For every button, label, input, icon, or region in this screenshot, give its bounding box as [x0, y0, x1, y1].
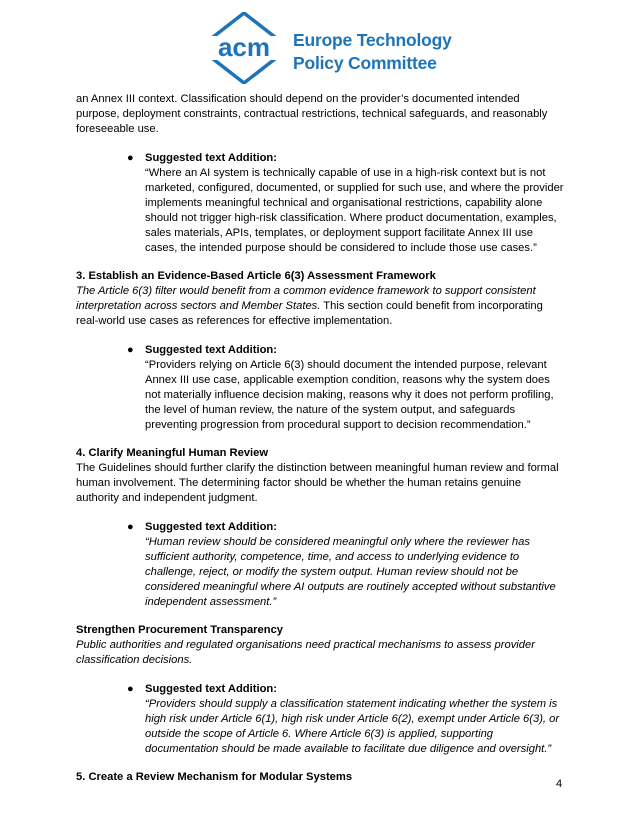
logo-line-2: Policy Committee [293, 53, 437, 73]
suggested-addition-1 [76, 151, 566, 256]
suggested-label: Suggested text Addition: [145, 344, 277, 356]
acm-europe-logo [198, 12, 452, 84]
section-3-text [76, 284, 566, 329]
section-4-text: The Guidelines should further clarify the distinction between meaningful human review and formal human involvement. The determining factor should be whether the human retains genuine authority and independent judgment. [76, 462, 559, 504]
section-3-italic: The Article 6(3) filter would benefit from a common evidence framework to support consistent interpretation across sectors and Member States. [76, 285, 536, 312]
bullet-icon: ● [127, 521, 134, 533]
suggested-text: “Where an AI system is technically capable of use in a high-risk context but is not marketed, configured, documented, or supplied for such use, and where the provider implements meaningful technical and organisational restrictions, capability alone should not trigger high-risk classification. Where product documentation, examples, sales materials, APIs, templates, or deployment support facilitate Annex III use cases, the intended purpose should be considered to include those use cases.” [145, 167, 564, 254]
section-5-heading: 5. Create a Review Mechanism for Modular Systems [76, 771, 353, 783]
suggested-addition-3 [76, 520, 566, 610]
page-number: 4 [556, 778, 563, 790]
acm-diamond-icon [198, 12, 290, 84]
suggested-addition-2 [76, 343, 566, 433]
intro-paragraph: an Annex III context. Classification should depend on the provider’s documented intended purpose, deployment constraints, contractual restrictions, technical safeguards, and reasonably foreseeable use. [76, 93, 548, 135]
section-3-normal: This section could benefit from incorporating real-world use cases as references for effective implementation. [76, 300, 543, 327]
document-body [76, 92, 566, 785]
logo-acronym: acm [217, 32, 271, 62]
section-3-heading: 3. Establish an Evidence-Based Article 6(3) Assessment Framework [76, 270, 436, 282]
suggested-text: “Human review should be considered meaningful only where the reviewer has sufficient authority, competence, time, and access to underlying evidence to challenge, reject, or modify the system output. Human review should not be considered meaningful where AI outputs are routinely accepted without substantive independent assessment.” [145, 536, 556, 608]
suggested-addition-4 [76, 682, 566, 757]
suggested-text: “Providers should supply a classification statement indicating whether the system is high risk under Article 6(1), high risk under Article 6(2), exempt under Article 6(3), or outside the scope of Article 6. Where Article 6(3) is applied, supporting documentation should be made available to facilitate due diligence and oversight.” [145, 698, 560, 755]
suggested-label: Suggested text Addition: [145, 521, 277, 533]
procurement-text: Public authorities and regulated organisations need practical mechanisms to assess provider classification decisions. [76, 639, 535, 666]
logo-line-1: Europe Technology [293, 30, 452, 50]
procurement-heading: Strengthen Procurement Transparency [76, 624, 284, 636]
bullet-icon: ● [127, 152, 134, 164]
suggested-text: “Providers relying on Article 6(3) should document the intended purpose, relevant Annex III use case, applicable exemption condition, reasons why the system does not materially influence decision making, reasons why it does not perform profiling, the level of human review, the nature of the system output, and safeguards preventing progression from procedural support to decision recommendation.” [145, 359, 554, 431]
suggested-label: Suggested text Addition: [145, 152, 277, 164]
bullet-icon: ● [127, 683, 134, 695]
suggested-label: Suggested text Addition: [145, 683, 277, 695]
section-4-heading: 4. Clarify Meaningful Human Review [76, 447, 269, 459]
bullet-icon: ● [127, 344, 134, 356]
